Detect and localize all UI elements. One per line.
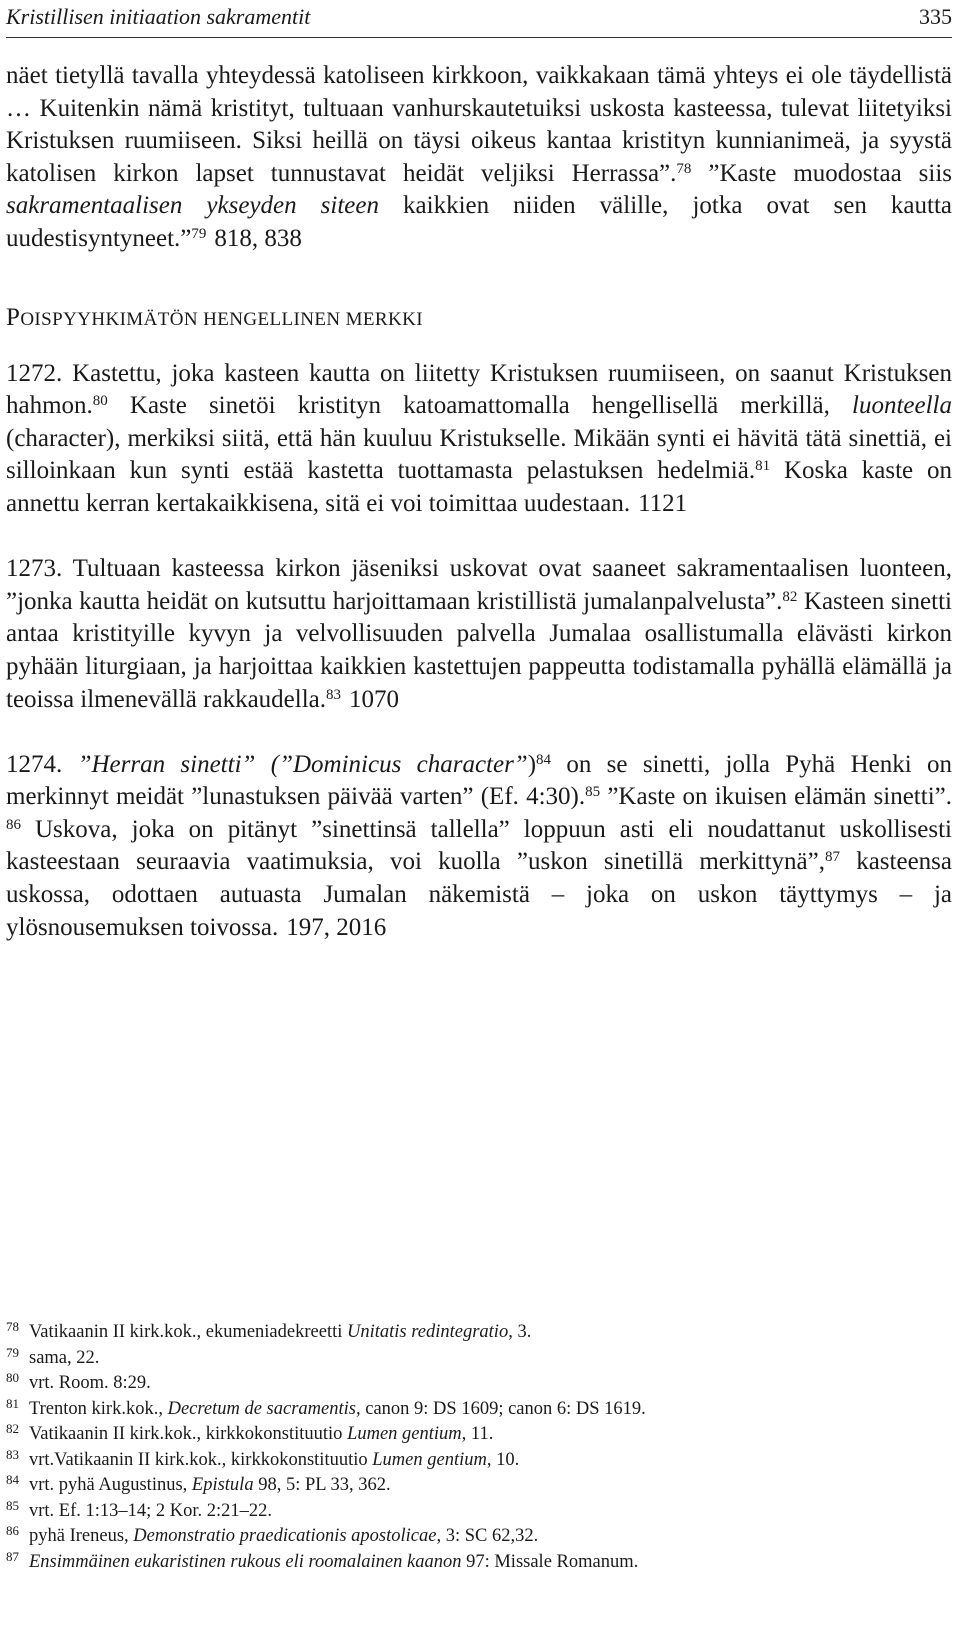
- footnote-ref: 86: [6, 816, 21, 833]
- cross-reference: 818, 838: [214, 224, 302, 252]
- footnote: $^{83}$ vrt.Vatikaanin II kirk.kok., kirkkokonstituutio Lumen gentium, 10.: [6, 1446, 520, 1470]
- footnote: $^{82}$ Vatikaanin II kirk.kok., kirkkokonstituutio Lumen gentium, 11.: [6, 1421, 494, 1444]
- body-text: [6, 60, 952, 944]
- footnote-ref: 81: [755, 458, 771, 475]
- cross-reference: 1070: [349, 685, 400, 713]
- footnote: $^{80}$ vrt. Room. 8:29.: [6, 1370, 151, 1393]
- footnote-ref: 78: [676, 160, 692, 177]
- header-rule: [6, 37, 952, 38]
- chapter-title: Kristillisen initiaation sakramentit: [6, 4, 311, 29]
- paragraph-continued: näet tietyllä tavalla yhteydessä katoliseen kirkkoon, vaikkakaan tämä yhteys ei ole täydellistä … Kuitenkin nämä kristityt, tultuaan vanhurskautetuiksi uskosta kasteessa, tulevat liitetyiksi Kristuksen ruumiiseen. Siksi heillä on täysi oikeus kantaa kristityn kunnianimeä, ja syystä katolisen kirkon lapset tunnustavat heidät veljiksi Herrassa”.$^{78}$ ”Kaste muodostaa siis sakramentaalisen ykseyden siteen kaikkien niiden välille, jotka ovat sen kautta uudestisyntyneet.”$^{79}$ 818, 838: [6, 62, 953, 252]
- paragraph-1274: 1274. ”Herran sinetti” (”Dominicus character”)$^{84}$ on se sinetti, jolla Pyhä Henki on merkinnyt meidät ”lunastuksen päivää varten” (Ef. 4:30).$^{85}$ ”Kaste on ikuisen elämän sinetti”. $^{86}$ Uskova, joka on pitänyt ”sinettinsä tallella” loppuun asti eli noudattanut uskollisesti kasteestaan seuraavia vaatimuksia, voi kuolla ”uskon sinetillä merkittynä”,$^{87}$ kasteensa uskossa, odottaen autuasta Jumalan näkemistä – joka on uskon täyttymys – ja ylösnousemuksen toivossa. 197, 2016: [6, 750, 952, 941]
- footnotes: [6, 1320, 952, 1575]
- footnote-ref: 79: [191, 225, 207, 242]
- footnote: $^{81}$ Trenton kirk.kok., Decretum de sacramentis, canon 9: DS 1609; canon 6: DS 1619.: [6, 1395, 646, 1419]
- footnote-ref: 85: [585, 784, 601, 801]
- paragraph-1273: 1273. Tultuaan kasteessa kirkon jäseniksi uskovat ovat saaneet sakramentaalisen luonteen, ”jonka kautta heidät on kutsuttu harjoittamaan kristillistä jumalanpalvelusta”.$^{82}$ Kasteen sinetti antaa kristityille kyvyn ja velvollisuuden palvella Jumalaa osallistumalla elävästi kirkon pyhään liturgiaan, ja harjoittaa kaikkien kastettujen pappeutta todistamalla pyhällä elämällä ja teoissa ilmenevällä rakkaudella.$^{83}$ 1070: [6, 555, 952, 713]
- running-header: [6, 2, 952, 32]
- footnote: $^{78}$ Vatikaanin II kirk.kok., ekumeniadekreetti Unitatis redintegratio, 3.: [6, 1319, 532, 1342]
- cross-reference: 1121: [638, 489, 688, 517]
- footnote: $^{85}$ vrt. Ef. 1:13–14; 2 Kor. 2:21–22.: [6, 1497, 273, 1521]
- page-number: 335: [919, 4, 952, 29]
- section-heading: POISPYYHKIMÄTÖN HENGELLINEN MERKKI: [6, 303, 423, 331]
- footnote: $^{84}$ vrt. pyhä Augustinus, Epistula 98, 5: PL 33, 362.: [6, 1472, 391, 1495]
- footnote-ref: 80: [92, 393, 108, 410]
- footnote: $^{86}$ pyhä Ireneus, Demonstratio praedicationis apostolicae, 3: SC 62,32.: [6, 1523, 539, 1546]
- footnote-ref: 82: [782, 588, 798, 605]
- footnote-ref: 83: [326, 686, 342, 703]
- footnote: $^{87}$ Ensimmäinen eukaristinen rukous eli roomalainen kaanon 97: Missale Romanum.: [6, 1548, 639, 1572]
- footnote-ref: 87: [824, 849, 840, 866]
- footnote-ref: 84: [536, 751, 552, 768]
- footnote: $^{79}$ sama, 22.: [6, 1344, 100, 1368]
- cross-reference: 197, 2016: [286, 913, 387, 941]
- paragraph-1272: 1272. Kastettu, joka kasteen kautta on liitetty Kristuksen ruumiiseen, on saanut Kristuksen hahmon.$^{80}$ Kaste sinetöi kristityn katoamattomalla hengellisellä merkillä, luonteella (character), merkiksi siitä, että hän kuuluu Kristukselle. Mikään synti ei hävitä tätä sinettiä, ei silloinkaan kun synti estää kastetta tuottamasta pelastuksen hedelmiä.$^{81}$ Koska kaste on annettu kerran kertakaikkisena, sitä ei voi toimittaa uudestaan. 1121: [6, 359, 953, 517]
